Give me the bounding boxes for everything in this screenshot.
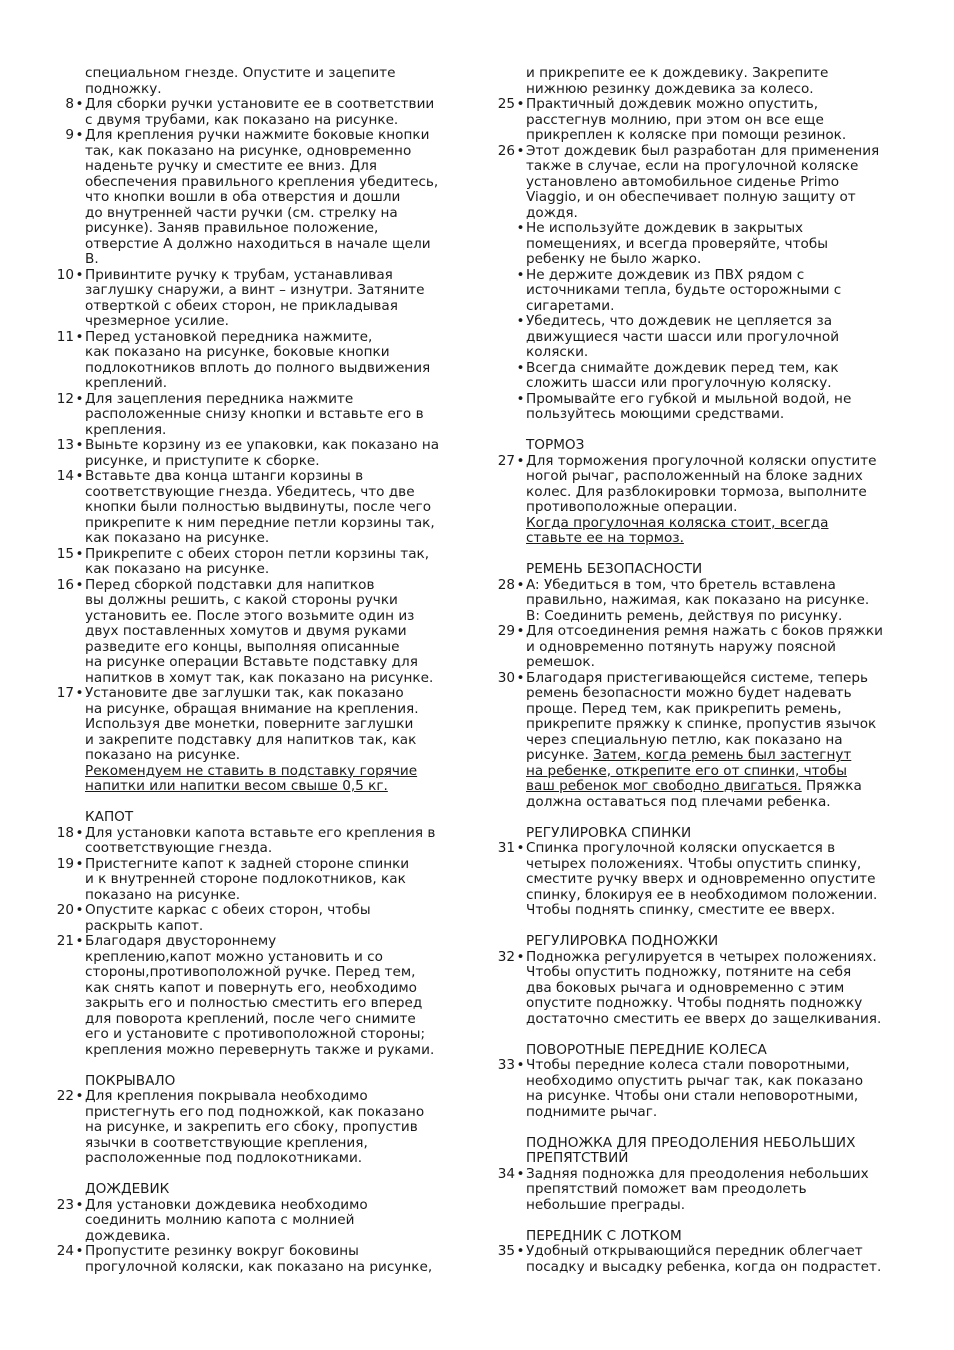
item-text bbox=[526, 361, 909, 392]
list-item bbox=[52, 578, 462, 687]
bullet-icon: • bbox=[516, 623, 525, 639]
section-heading: РЕГУЛИРОВКА СПИНКИ bbox=[526, 824, 692, 841]
item-text bbox=[526, 97, 909, 144]
list-item bbox=[52, 469, 462, 547]
list-item bbox=[493, 1244, 909, 1275]
bullet-icon: • bbox=[75, 468, 84, 484]
list-item bbox=[493, 671, 909, 811]
item-number: 28 bbox=[497, 576, 515, 593]
item-text bbox=[85, 826, 462, 857]
list-item bbox=[52, 1089, 462, 1167]
section-heading: ПЕРЕДНИК С ЛОТКОМ bbox=[526, 1227, 682, 1244]
section-heading: ПОДНОЖКА ДЛЯ ПРЕОДОЛЕНИЯ НЕБОЛЬШИХ ПРЕПЯТСТВИЙ bbox=[526, 1134, 856, 1166]
list-item bbox=[52, 438, 462, 469]
bullet-icon: • bbox=[75, 1196, 84, 1213]
list-item bbox=[493, 392, 909, 423]
bullet-icon: • bbox=[75, 437, 84, 453]
item-text bbox=[526, 144, 909, 222]
list-item bbox=[52, 392, 462, 439]
bullet-icon: • bbox=[516, 669, 525, 686]
list-item bbox=[493, 221, 909, 268]
bullet-icon: • bbox=[516, 96, 525, 112]
section-heading: ТОРМОЗ bbox=[526, 437, 585, 453]
item-text bbox=[85, 934, 462, 1058]
item-number: 24 bbox=[56, 1243, 74, 1259]
item-number: 9 bbox=[65, 127, 74, 143]
item-number: 27 bbox=[497, 452, 515, 469]
item-text-main: Для установки дождевика необходимо соединить молнию капота с молнией дождевика. bbox=[85, 1196, 368, 1244]
item-text-main: Благодаря двустороннему креплению,капот можно установить и со стороны,противоположной ручке. Перед тем, как снять капот и повернуть его, необходимо закрыть его и полностью сместить его вперед для поворота креплений, после чего снимите его и установите с противоположной стороны; крепления можно перевернуть также и руками. bbox=[85, 933, 435, 1058]
item-text bbox=[85, 268, 462, 330]
item-text-main: Опустите каркас с обеих сторон, чтобы раскрыть капот. bbox=[85, 902, 371, 934]
item-number: 15 bbox=[56, 545, 74, 562]
item-text-main: Всегда снимайте дождевик перед тем, как сложить шасси или прогулочную коляску. bbox=[526, 359, 839, 391]
item-text-main: Этот дождевик был разработан для применения также в случае, если на прогулочной коляске установлено автомобильное сиденье Primo Viaggio, и он обеспечивает полную защиту от дождя. bbox=[526, 142, 880, 221]
bullet-icon: • bbox=[75, 1088, 84, 1104]
item-number: 8 bbox=[65, 96, 74, 112]
item-text-main: A: Убедиться в том, что бретель вставлена правильно, нажимая, как показано на рисунке. B: Соединить ремень, действуя по рисунку. bbox=[526, 576, 870, 624]
item-number: 35 bbox=[497, 1243, 515, 1259]
item-number bbox=[493, 392, 515, 423]
bullet-icon: • bbox=[516, 576, 525, 593]
item-text-main: Перед сборкой подставки для напитков вы должны решить, с какой стороны ручки установить ее. После этого возьмите один из двух поставленных хомутов и двумя руками разведите его концы, выполняя описанные на рисунке операции Вставьте подставку для напитков в хомут так, как показано на рисунке. bbox=[85, 576, 434, 686]
item-text-main: специальном гнезде. Опустите и зацепите подножку. bbox=[85, 65, 396, 97]
item-number: 17 bbox=[56, 685, 74, 701]
item-number: 21 bbox=[56, 933, 74, 949]
item-text-main: Промывайте его губкой и мыльной водой, не пользуйтесь моющими средствами. bbox=[526, 390, 852, 422]
item-text-main: Для отсоединения ремня нажать с боков пряжки и одновременно потянуть наружу поясной ремешок. bbox=[526, 623, 883, 670]
bullet-icon: • bbox=[516, 313, 525, 329]
bullet-icon: • bbox=[516, 1243, 525, 1259]
item-number: 34 bbox=[497, 1165, 515, 1182]
list-item bbox=[493, 1058, 909, 1120]
list-item bbox=[52, 97, 462, 128]
list-item bbox=[52, 128, 462, 268]
item-text-main: Установите две заглушки так, как показано на рисунке, обращая внимание на крепления. Используя две монетки, поверните заглушки и закрепите подставку для напитков так, как показано на рисунке. bbox=[85, 685, 419, 763]
list-item bbox=[493, 841, 909, 919]
warning-underlined-text: Рекомендуем не ставить в подставку горячие напитки или напитки весом свыше 0,5 кг. bbox=[85, 762, 418, 794]
bullet-icon: • bbox=[516, 1165, 525, 1182]
section-heading: ПОКРЫВАЛО bbox=[85, 1072, 176, 1089]
item-number bbox=[493, 361, 515, 392]
item-text bbox=[85, 547, 462, 578]
bullet-icon: • bbox=[516, 266, 525, 283]
item-text-main: Подножка регулируется в четырех положениях. Чтобы опустить подножку, потяните на себя два боковых рычага и одновременно с этим опустите подножку. Чтобы поднять подножку достаточно сместить ее вверх до защелкивания. bbox=[526, 948, 882, 1027]
list-item bbox=[52, 1198, 462, 1245]
item-text-main: Задняя подножка для преодоления небольших препятствий поможет вам преодолеть небольшие преграды. bbox=[526, 1165, 869, 1213]
item-text-main: Для крепления покрывала необходимо пристегнуть его под подножкой, как показано на рисунке, и закрепить его сбоку, пропустив язычки в соответствующие крепления, расположенные под подлокотниками. bbox=[85, 1088, 425, 1166]
bullet-icon: • bbox=[516, 359, 525, 376]
item-text bbox=[85, 1244, 462, 1275]
bullet-icon: • bbox=[75, 545, 84, 562]
bullet-icon: • bbox=[75, 855, 84, 872]
list-item bbox=[52, 903, 462, 934]
item-number: 13 bbox=[56, 437, 74, 453]
bullet-icon: • bbox=[75, 96, 84, 112]
item-number: 14 bbox=[56, 468, 74, 484]
item-text-main: Не используйте дождевик в закрытых помещениях, и всегда проверяйте, чтобы ребенку не было жарко. bbox=[526, 220, 828, 267]
item-number bbox=[493, 314, 515, 361]
list-item bbox=[52, 857, 462, 904]
warning-underlined-text: Когда прогулочная коляска стоит, всегда ставьте ее на тормоз. bbox=[526, 514, 829, 546]
item-number: 33 bbox=[497, 1057, 515, 1073]
list-item bbox=[493, 950, 909, 1028]
item-text bbox=[85, 857, 462, 904]
item-text bbox=[85, 330, 462, 392]
item-number: 12 bbox=[56, 390, 74, 407]
item-text bbox=[526, 268, 909, 315]
list-item bbox=[52, 826, 462, 857]
item-text-main: Перед установкой передника нажмите, как показано на рисунке, боковые кнопки подлокотников вплоть до полного выдвижения креплений. bbox=[85, 328, 431, 391]
item-text bbox=[526, 1167, 909, 1214]
paragraph-continuation bbox=[52, 66, 462, 97]
item-number bbox=[52, 66, 74, 97]
item-text bbox=[526, 624, 909, 671]
item-text bbox=[85, 469, 462, 547]
item-text bbox=[85, 1089, 462, 1167]
item-text-main: Благодаря пристегивающейся системе, теперь ремень безопасности можно будет надевать проще. Перед тем, как прикрепить ремень, прикрепите пряжку к спинке, пропустив язычок через специальную петлю, как показано на рисунке. bbox=[526, 669, 877, 763]
item-text bbox=[85, 1198, 462, 1245]
list-item bbox=[493, 624, 909, 671]
item-number: 29 bbox=[497, 623, 515, 639]
item-text bbox=[526, 578, 909, 625]
item-text bbox=[526, 454, 909, 547]
item-number: 26 bbox=[497, 142, 515, 159]
item-text bbox=[526, 66, 909, 97]
bullet-icon: • bbox=[75, 902, 84, 918]
bullet-icon: • bbox=[516, 220, 525, 236]
list-item bbox=[493, 454, 909, 547]
item-text-main: Выньте корзину из ее упаковки, как показано на рисунке, и приступите к сборке. bbox=[85, 437, 440, 469]
item-text bbox=[526, 671, 909, 811]
section-heading: КАПОТ bbox=[85, 809, 134, 825]
bullet-icon: • bbox=[75, 127, 84, 143]
item-text-main: Для установки капота вставьте его крепления в соответствующие гнезда. bbox=[85, 824, 436, 856]
section-heading: РЕГУЛИРОВКА ПОДНОЖКИ bbox=[526, 933, 719, 949]
list-item bbox=[52, 268, 462, 330]
bullet-icon: • bbox=[75, 685, 84, 701]
item-number: 20 bbox=[56, 902, 74, 918]
list-item bbox=[52, 1244, 462, 1275]
item-text bbox=[526, 314, 909, 361]
item-text-main: Пристегните капот к задней стороне спинки и к внутренней стороне подлокотников, как показано на рисунке. bbox=[85, 855, 410, 903]
item-text bbox=[85, 128, 462, 268]
right-column bbox=[493, 66, 909, 1275]
section-heading: ПОВОРОТНЫЕ ПЕРЕДНИЕ КОЛЕСА bbox=[526, 1041, 767, 1058]
item-number bbox=[493, 66, 515, 97]
bullet-icon: • bbox=[516, 1057, 525, 1073]
item-number: 18 bbox=[56, 824, 74, 841]
paragraph-continuation bbox=[493, 66, 909, 97]
item-number: 23 bbox=[56, 1196, 74, 1213]
bullet-icon: • bbox=[75, 824, 84, 841]
item-number: 30 bbox=[497, 669, 515, 686]
list-item bbox=[52, 330, 462, 392]
item-text-main: Убедитесь, что дождевик не цепляется за движущиеся части шасси или прогулочной коляски. bbox=[526, 313, 840, 360]
item-text bbox=[85, 66, 462, 97]
list-item bbox=[493, 578, 909, 625]
item-text-main: Пропустите резинку вокруг боковины прогулочной коляски, как показано на рисунке, bbox=[85, 1243, 433, 1275]
item-text-main: Удобный открывающийся передник облегчает посадку и высадку ребенка, когда он подрастет. bbox=[526, 1243, 882, 1275]
item-text-after: Пряжка должна оставаться под плечами ребенка. bbox=[526, 778, 862, 810]
bullet-icon: • bbox=[516, 948, 525, 965]
bullet-icon: • bbox=[75, 933, 84, 949]
list-item bbox=[493, 97, 909, 144]
item-text-main: Вставьте два конца штанги корзины в соответствующие гнезда. Убедитесь, что две кнопки были полностью выдвинуты, после чего прикрепите к ним передние петли корзины так, как показано на рисунке. bbox=[85, 468, 435, 546]
bullet-icon: • bbox=[516, 840, 525, 856]
item-text-main: Практичный дождевик можно опустить, расстегнув молнию, при этом он все еще прикреплен к коляске при помощи резинок. bbox=[526, 96, 847, 143]
bullet-icon: • bbox=[75, 328, 84, 345]
item-text bbox=[526, 841, 909, 919]
bullet-icon: • bbox=[75, 390, 84, 407]
item-text-main: Для крепления ручки нажмите боковые кнопки так, как показано на рисунке, одновременно наденьте ручку и сместите ее вниз. Для обеспечения правильного крепления убедитесь, что кнопки вошли в оба отверстия и дошли до внутренней части ручки (см. стрелку на рисунке). Заняв правильное положение, отверстие А должно находиться в начале щели В. bbox=[85, 127, 439, 267]
item-number: 10 bbox=[56, 266, 74, 283]
item-number: 19 bbox=[56, 855, 74, 872]
item-text bbox=[526, 1244, 909, 1275]
list-item bbox=[493, 144, 909, 222]
item-number: 25 bbox=[497, 96, 515, 112]
item-text-main: Привинтите ручку к трубам, устанавливая заглушку снаружи, а винт – изнутри. Затяните отверткой с обеих сторон, не прикладывая чрезмерное усилие. bbox=[85, 266, 425, 329]
item-text bbox=[526, 1058, 909, 1120]
item-number: 16 bbox=[56, 576, 74, 593]
item-text-main: Не держите дождевик из ПВХ рядом с источниками тепла, будьте осторожными с сигаретами. bbox=[526, 266, 842, 314]
item-number bbox=[493, 221, 515, 268]
item-number bbox=[493, 268, 515, 315]
bullet-icon: • bbox=[75, 1243, 84, 1259]
item-text bbox=[526, 950, 909, 1028]
warning-underlined-text: Затем, когда ремень был застегнут на ребенке, открепите его от спинки, чтобы ваш ребенок мог свободно двигаться. bbox=[526, 747, 852, 794]
bullet-icon: • bbox=[516, 142, 525, 159]
section-heading: ДОЖДЕВИК bbox=[85, 1181, 170, 1197]
item-text-main: Для сборки ручки установите ее в соответствии с двумя трубами, как показано на рисунке. bbox=[85, 96, 435, 128]
item-text-main: Чтобы передние колеса стали поворотными, необходимо опустить рычаг так, как показано на рисунке. Чтобы они стали неповоротными, поднимите рычаг. bbox=[526, 1057, 864, 1120]
item-text-main: Для зацепления передника нажмите расположенные снизу кнопки и вставьте его в крепления. bbox=[85, 390, 424, 438]
item-text bbox=[526, 392, 909, 423]
item-text bbox=[526, 221, 909, 268]
list-item bbox=[493, 314, 909, 361]
left-column bbox=[52, 66, 462, 1275]
bullet-icon: • bbox=[516, 452, 525, 469]
list-item bbox=[493, 268, 909, 315]
item-text-main: Спинка прогулочной коляски опускается в четырех положениях. Чтобы опустить спинку, сместите ручку вверх и одновременно опустите спинку, блокируя ее в необходимом положении. Чтобы поднять спинку, сместите ее вверх. bbox=[526, 840, 878, 918]
item-text bbox=[85, 97, 462, 128]
item-text bbox=[85, 578, 462, 687]
bullet-icon bbox=[515, 66, 526, 97]
item-text bbox=[85, 686, 462, 795]
item-text-main: Прикрепите с обеих сторон петли корзины так, как показано на рисунке. bbox=[85, 545, 430, 577]
list-item bbox=[52, 547, 462, 578]
item-number: 11 bbox=[56, 328, 74, 345]
item-text-main: и прикрепите ее к дождевику. Закрепите нижнюю резинку дождевика за колесо. bbox=[526, 65, 829, 97]
list-item bbox=[493, 1167, 909, 1214]
item-text bbox=[85, 438, 462, 469]
item-text bbox=[85, 903, 462, 934]
item-number: 31 bbox=[497, 840, 515, 856]
list-item bbox=[52, 686, 462, 795]
item-number: 22 bbox=[56, 1088, 74, 1104]
item-number: 32 bbox=[497, 948, 515, 965]
bullet-icon: • bbox=[516, 390, 525, 407]
bullet-icon bbox=[74, 66, 85, 97]
bullet-icon: • bbox=[75, 576, 84, 593]
section-heading: РЕМЕНЬ БЕЗОПАСНОСТИ bbox=[526, 561, 703, 577]
item-text-main: Для торможения прогулочной коляски опустите ногой рычаг, расположенный на блоке задних колес. Для разблокировки тормоза, выполните противоположные операции. bbox=[526, 452, 877, 515]
list-item bbox=[52, 934, 462, 1058]
bullet-icon: • bbox=[75, 266, 84, 283]
list-item bbox=[493, 361, 909, 392]
item-text bbox=[85, 392, 462, 439]
